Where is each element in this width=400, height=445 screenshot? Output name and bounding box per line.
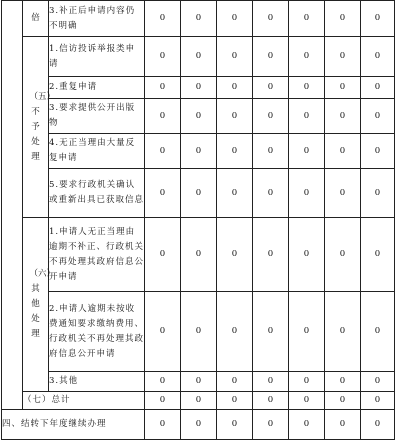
section-margin-cell: [2, 1, 23, 410]
value-cell: 0: [289, 37, 325, 77]
value-cell: 0: [181, 218, 217, 292]
value-cell: 0: [145, 77, 181, 99]
value-cell: 0: [253, 134, 289, 169]
value-cell: 0: [325, 1, 361, 37]
table-row: [2, 37, 395, 77]
value-cell: 0: [181, 372, 217, 392]
category-five-label: （五）不予处理: [29, 91, 56, 162]
value-cell: 0: [325, 99, 361, 134]
value-cell: 0: [217, 292, 253, 372]
row-label: 3.其他: [49, 372, 145, 392]
value-cell: 0: [253, 1, 289, 37]
value-cell: 0: [289, 169, 325, 218]
value-cell: 0: [289, 77, 325, 99]
value-cell: 0: [217, 37, 253, 77]
value-cell: 0: [145, 99, 181, 134]
value-cell: 0: [289, 410, 325, 440]
value-cell: 0: [361, 134, 395, 169]
value-cell: 0: [289, 292, 325, 372]
value-cell: 0: [253, 99, 289, 134]
value-cell: 0: [145, 392, 181, 410]
value-cell: 0: [145, 292, 181, 372]
value-cell: 0: [145, 1, 181, 37]
value-cell: 0: [145, 218, 181, 292]
category-five-cell: [23, 37, 56, 218]
category-continuation-cell: [23, 1, 49, 37]
value-cell: 0: [217, 392, 253, 410]
value-cell: 0: [253, 392, 289, 410]
row-label: 4.无正当理由大量反复申请: [49, 134, 145, 169]
value-cell: 0: [181, 392, 217, 410]
statistics-table: [1, 0, 395, 440]
value-cell: 0: [217, 372, 253, 392]
value-cell: 0: [289, 1, 325, 37]
table-row: [2, 169, 395, 218]
value-cell: 0: [253, 37, 289, 77]
value-cell: 0: [217, 169, 253, 218]
value-cell: 0: [361, 392, 395, 410]
table-row: [2, 134, 395, 169]
value-cell: 0: [145, 169, 181, 218]
value-cell: 0: [253, 77, 289, 99]
value-cell: 0: [217, 1, 253, 37]
value-cell: 0: [325, 77, 361, 99]
total-row-label: （七）总计: [23, 392, 145, 410]
table-row: [2, 77, 395, 99]
value-cell: 0: [253, 410, 289, 440]
row-label: 3.补正后申请内容仍不明确: [49, 1, 145, 37]
value-cell: 0: [217, 218, 253, 292]
value-cell: 0: [181, 1, 217, 37]
value-cell: 0: [325, 292, 361, 372]
value-cell: 0: [253, 292, 289, 372]
table-row: [2, 1, 395, 37]
value-cell: 0: [289, 134, 325, 169]
category-six-label: （六）其他处理: [29, 269, 56, 339]
value-cell: 0: [361, 37, 395, 77]
value-cell: 0: [145, 372, 181, 392]
value-cell: 0: [325, 37, 361, 77]
row-label: 3.要求提供公开出版物: [49, 99, 145, 134]
table-row: [2, 218, 395, 292]
value-cell: 0: [361, 292, 395, 372]
table-row: [2, 392, 395, 410]
value-cell: 0: [289, 372, 325, 392]
value-cell: 0: [253, 372, 289, 392]
row-label: 2.重复申请: [49, 77, 145, 99]
value-cell: 0: [361, 77, 395, 99]
value-cell: 0: [361, 410, 395, 440]
value-cell: 0: [325, 410, 361, 440]
carryover-row-label: 四、结转下年度继续办理: [2, 410, 145, 440]
value-cell: 0: [217, 134, 253, 169]
value-cell: 0: [361, 99, 395, 134]
value-cell: 0: [217, 99, 253, 134]
category-continuation-label: 倍: [31, 13, 40, 23]
table-row: [2, 372, 395, 392]
value-cell: 0: [325, 372, 361, 392]
value-cell: 0: [181, 134, 217, 169]
value-cell: 0: [361, 372, 395, 392]
row-label: 1.申请人无正当理由逾期不补正、行政机关不再处理其政府信息公开申请: [49, 218, 145, 292]
table-row: [2, 292, 395, 372]
value-cell: 0: [145, 134, 181, 169]
value-cell: 0: [181, 410, 217, 440]
value-cell: 0: [253, 169, 289, 218]
value-cell: 0: [217, 77, 253, 99]
value-cell: 0: [145, 410, 181, 440]
value-cell: 0: [325, 169, 361, 218]
value-cell: 0: [325, 392, 361, 410]
row-label: 1.信访投诉举报类申请: [49, 37, 145, 77]
value-cell: 0: [181, 99, 217, 134]
value-cell: 0: [325, 218, 361, 292]
value-cell: 0: [361, 169, 395, 218]
value-cell: 0: [289, 218, 325, 292]
row-label: 5.要求行政机关确认或重新出具已获取信息: [49, 169, 145, 218]
value-cell: 0: [181, 169, 217, 218]
value-cell: 0: [253, 218, 289, 292]
value-cell: 0: [289, 99, 325, 134]
value-cell: 0: [181, 77, 217, 99]
table-row: [2, 410, 395, 440]
row-label: 2.申请人逾期未按收费通知要求缴纳费用、行政机关不再处理其政府信息公开申请: [49, 292, 145, 372]
table-row: [2, 99, 395, 134]
value-cell: 0: [181, 37, 217, 77]
value-cell: 0: [181, 292, 217, 372]
value-cell: 0: [145, 37, 181, 77]
value-cell: 0: [325, 134, 361, 169]
category-six-cell: [23, 218, 56, 392]
value-cell: 0: [217, 410, 253, 440]
value-cell: 0: [289, 392, 325, 410]
value-cell: 0: [361, 218, 395, 292]
value-cell: 0: [361, 1, 395, 37]
